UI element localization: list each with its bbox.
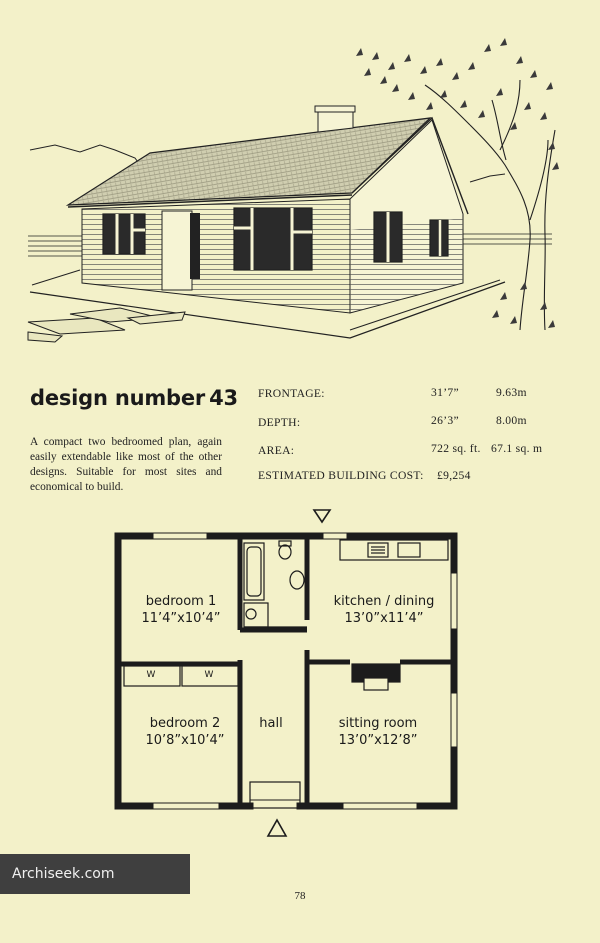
spec-value-frontage-metric: 9.63m	[496, 386, 527, 399]
spec-label-frontage: FRONTAGE:	[258, 387, 325, 400]
wardrobe-label-1: W	[146, 670, 156, 680]
design-number: 43	[209, 386, 238, 410]
design-description: A compact two bedroomed plan, again easily extendable like most of the other designs. Suitable for most sites and economical to build.	[30, 436, 222, 493]
room-bedroom-1-name: bedroom 1	[145, 594, 217, 609]
spec-value-frontage-imperial: 31’7”	[431, 386, 459, 399]
room-kitchen-dining-size: 13’0”x11’4”	[344, 611, 424, 626]
entrance-arrow-bottom-icon	[268, 820, 286, 836]
page-number: 78	[294, 890, 306, 902]
room-sitting-room-size: 13’0”x12’8”	[338, 733, 418, 748]
spec-label-depth: DEPTH:	[258, 416, 301, 429]
entrance-arrow-top-icon	[314, 510, 330, 522]
wardrobe-label-2: W	[204, 670, 214, 680]
room-bedroom-1-size: 11’4”x10’4”	[141, 611, 221, 626]
room-kitchen-dining-name: kitchen / dining	[333, 594, 435, 609]
room-bedroom-1	[141, 593, 220, 627]
room-bedroom-2-name: bedroom 2	[149, 716, 221, 731]
room-hall	[259, 715, 282, 732]
spec-value-depth-imperial: 26’3”	[431, 414, 459, 427]
room-kitchen-dining	[334, 593, 435, 627]
room-sitting-room	[338, 715, 417, 749]
spec-value-area-imperial: 722 sq. ft.	[431, 442, 481, 455]
archiseek-watermark[interactable]: Archiseek.com	[0, 854, 190, 894]
spec-value-depth-metric: 8.00m	[496, 414, 527, 427]
room-hall-name: hall	[259, 716, 283, 731]
spec-label-area: AREA:	[258, 444, 295, 457]
spec-label-cost: ESTIMATED BUILDING COST:	[258, 469, 424, 482]
spec-value-cost: £9,254	[437, 469, 471, 482]
design-title-text: design number	[30, 386, 206, 410]
spec-value-area-metric: 67.1 sq. m	[491, 442, 543, 455]
room-bedroom-2	[145, 715, 224, 749]
room-sitting-room-name: sitting room	[338, 716, 418, 731]
room-bedroom-2-size: 10’8”x10’4”	[145, 733, 225, 748]
